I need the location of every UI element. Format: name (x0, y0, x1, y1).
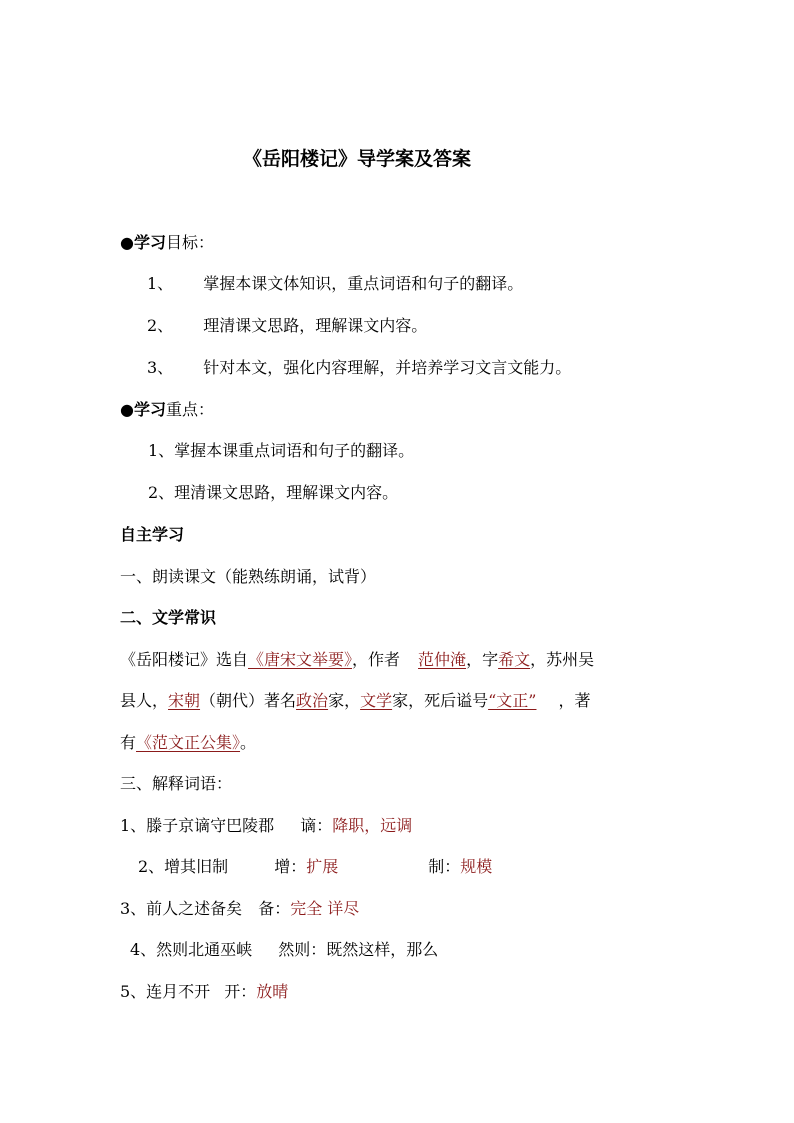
key-points-heading-rest: 重点： (165, 400, 214, 419)
text-segment: ，苏州吴 (530, 650, 595, 669)
vocab-question: 1、滕子京谪守巴陵郡 (120, 816, 275, 835)
objective-text: 针对本文，强化内容理解，并培养学习文言文能力。 (203, 358, 572, 377)
vocab-item (130, 939, 438, 961)
literature-line-2 (120, 690, 591, 712)
vocab-answer: 规模 (460, 857, 493, 876)
objective-item (147, 357, 571, 379)
vocab-answer: 放晴 (256, 982, 289, 1001)
part-two-heading: 二、文学常识 (120, 608, 217, 627)
vocab-keyword: 然则： (278, 940, 327, 959)
answer-dynasty: 宋朝 (168, 691, 201, 710)
objective-number: 2、 (147, 316, 174, 335)
vocab-item (120, 815, 412, 837)
vocab-keyword: 制： (428, 857, 461, 876)
answer-posthumous-name-text: “文正” (488, 691, 537, 710)
vocab-answer: 既然这样，那么 (326, 940, 439, 959)
text-segment: ，著 (558, 691, 591, 710)
answer-author-text: 范仲淹 (418, 650, 467, 669)
part-one: 一、朗读课文（能熟练朗诵，试背） (120, 567, 377, 586)
literature-line-1 (120, 649, 594, 671)
vocab-item (138, 856, 492, 878)
answer-politics: 政治 (296, 691, 329, 710)
vocab-answer: 扩展 (306, 857, 339, 876)
text-segment: 县人， (120, 691, 169, 710)
objectives-heading-bold: ●学习 (120, 233, 166, 252)
vocab-keyword: 增： (274, 857, 307, 876)
vocab-question: 4、然则北通巫峡 (130, 940, 253, 959)
key-points-heading-bold: ●学习 (120, 400, 166, 419)
literature-line-3 (120, 732, 256, 754)
text-segment: 有 (120, 733, 137, 752)
vocab-keyword: 谪： (300, 816, 333, 835)
objectives-heading-rest: 目标： (165, 233, 214, 252)
key-point-item: 2、理清课文思路，理解课文内容。 (148, 483, 399, 502)
answer-literature: 文学 (360, 691, 393, 710)
objective-number: 3、 (147, 358, 174, 377)
part-three-heading: 三、解释词语： (120, 774, 233, 793)
text-segment: 家， (328, 691, 361, 710)
objective-number: 1、 (147, 274, 174, 293)
text-segment: ，字 (466, 650, 499, 669)
answer-posthumous-name (488, 691, 548, 710)
vocab-keyword: 备： (258, 899, 291, 918)
vocab-answer: 完全 详尽 (290, 899, 360, 918)
objectives-heading (120, 232, 214, 254)
text-segment: ，作者 (352, 650, 401, 669)
vocab-question: 3、前人之述备矣 (120, 899, 243, 918)
vocab-item (120, 981, 288, 1003)
text-segment: 《岳阳楼记》选自 (120, 650, 249, 669)
vocab-keyword: 开： (224, 982, 257, 1001)
text-segment: 家，死后谥号 (392, 691, 489, 710)
answer-source: 《唐宋文举要》 (248, 650, 353, 669)
answer-collected-works: 《范文正公集》 (136, 733, 241, 752)
self-study-heading: 自主学习 (120, 525, 185, 544)
answer-courtesy-name: 希文 (498, 650, 531, 669)
text-segment: 。 (240, 733, 257, 752)
objective-text: 理清课文思路，理解课文内容。 (203, 316, 428, 335)
vocab-question: 2、增其旧制 (138, 857, 229, 876)
document-title: 《岳阳楼记》导学案及答案 (243, 148, 472, 170)
objective-item (147, 273, 523, 295)
text-segment: （朝代）著名 (200, 691, 297, 710)
vocab-question: 5、连月不开 (120, 982, 211, 1001)
vocab-answer: 降职，远调 (332, 816, 413, 835)
vocab-item (120, 898, 359, 920)
objective-text: 掌握本课文体知识，重点词语和句子的翻译。 (203, 274, 524, 293)
key-point-item: 1、掌握本课重点词语和句子的翻译。 (148, 441, 415, 460)
key-points-heading (120, 399, 214, 421)
objective-item (147, 315, 427, 337)
answer-author (400, 650, 466, 669)
